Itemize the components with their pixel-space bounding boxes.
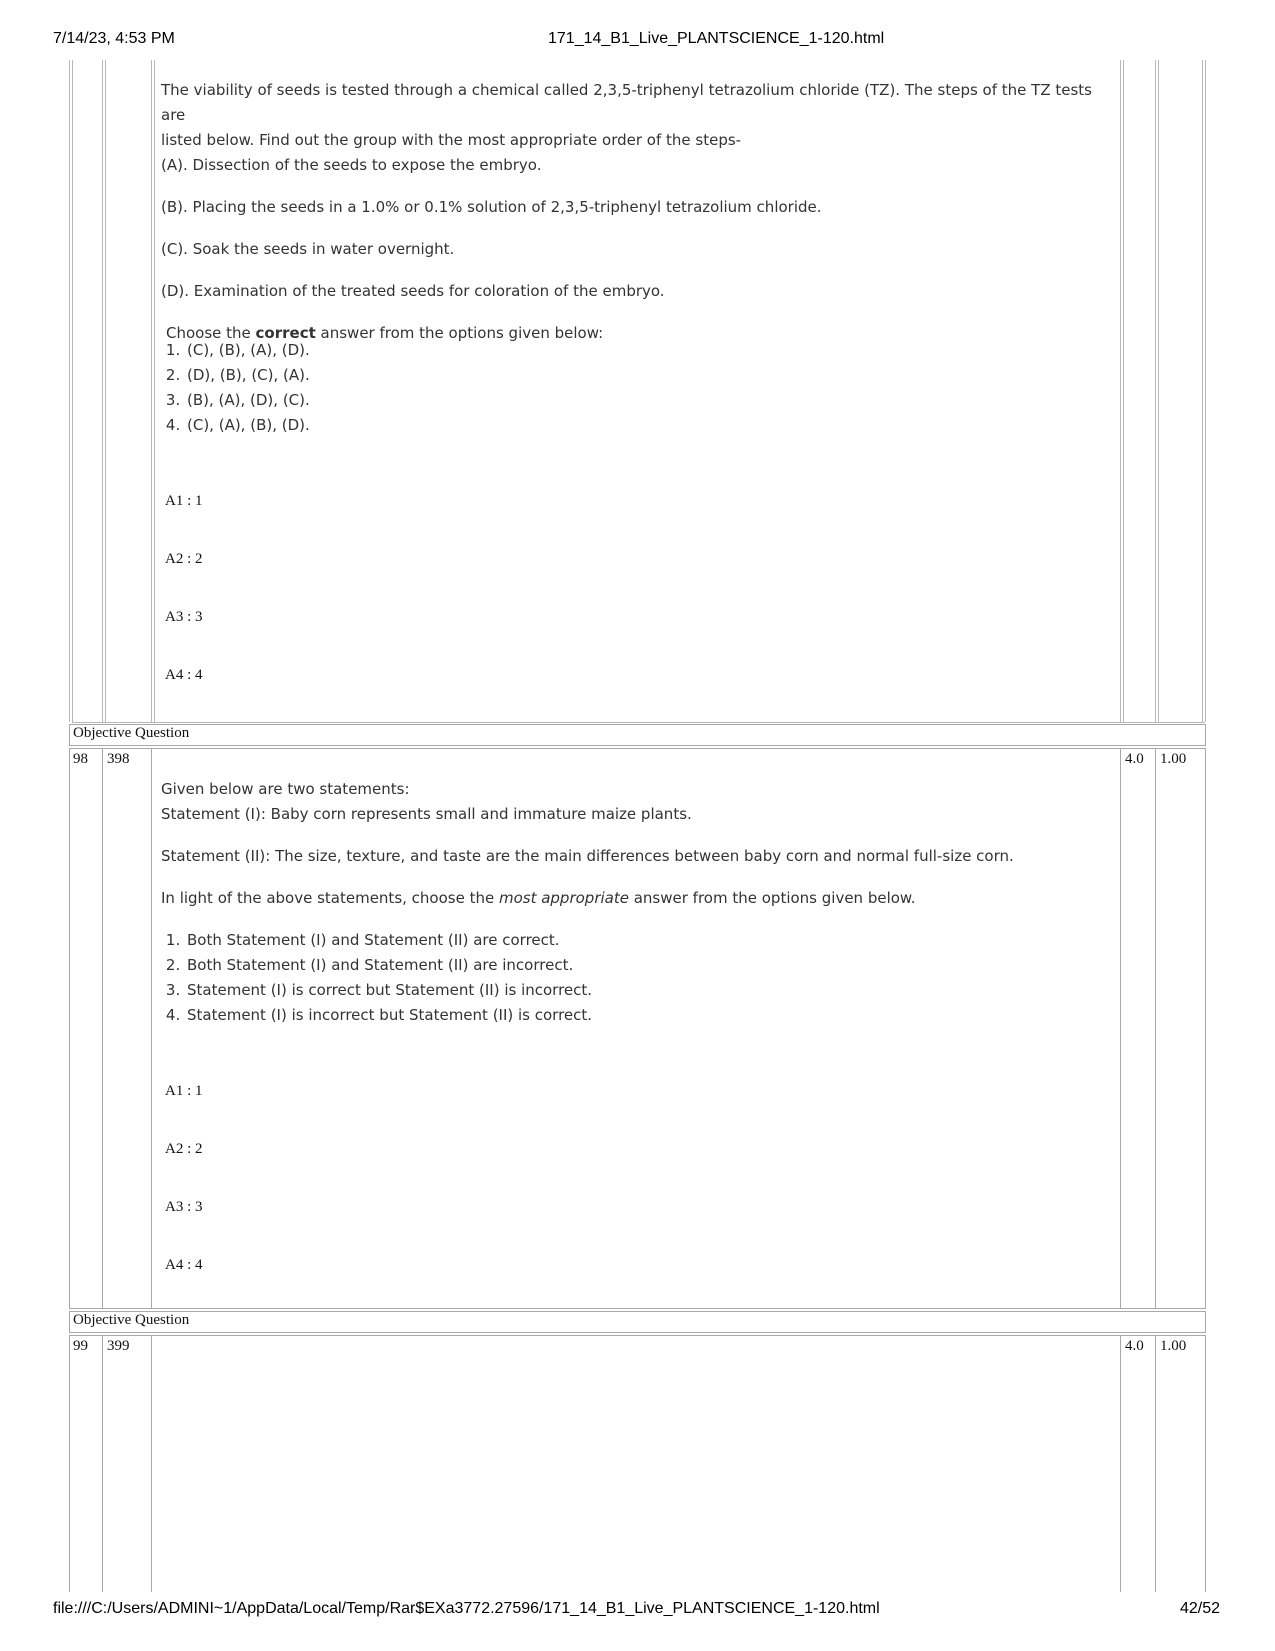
answer-2: A2 : 2 xyxy=(165,1141,203,1157)
answer-2: A2 : 2 xyxy=(165,551,203,567)
print-file-path: file:///C:/Users/ADMINI~1/AppData/Local/Temp/Rar$EXa3772.27596/171_14_B1_Live_PLANTSCIENCE_1-120.html xyxy=(53,1600,880,1617)
table-border xyxy=(69,60,70,722)
table-border xyxy=(105,60,106,722)
option-item: 3. Statement (I) is correct but Statement (II) is incorrect. xyxy=(185,978,592,1003)
step-d: (D). Examination of the treated seeds for coloration of the embryo. xyxy=(161,282,665,300)
table-border xyxy=(1205,60,1206,722)
table-border xyxy=(1120,60,1121,722)
option-item: 3. (B), (A), (D), (C). xyxy=(185,388,310,413)
question-id: 399 xyxy=(107,1338,130,1354)
step-b: (B). Placing the seeds in a 1.0% or 0.1% solution of 2,3,5-triphenyl tetrazolium chloride. xyxy=(161,198,822,216)
page-number: 42/52 xyxy=(1180,1600,1221,1617)
table-border xyxy=(154,60,155,722)
cell-border xyxy=(1155,748,1206,1309)
cell-border xyxy=(151,1335,1121,1625)
table-border xyxy=(151,60,152,722)
answer-3: A3 : 3 xyxy=(165,1199,203,1215)
choose-bold: correct xyxy=(255,324,316,342)
serial-number: 98 xyxy=(73,751,88,767)
option-item: 1. (C), (B), (A), (D). xyxy=(185,338,310,363)
section-row-border xyxy=(69,724,1206,746)
table-border xyxy=(1158,60,1159,722)
question-id: 398 xyxy=(107,751,130,767)
cell-border xyxy=(102,748,152,1309)
step-a: (A). Dissection of the seeds to expose the embryo. xyxy=(161,156,542,174)
marks: 4.0 xyxy=(1125,1338,1144,1354)
instr-pre: In light of the above statements, choose the xyxy=(161,889,499,907)
question-intro-line: The viability of seeds is tested through a chemical called 2,3,5-triphenyl tetrazolium chloride (TZ). The steps of the TZ tests are xyxy=(161,81,1092,124)
serial-number: 99 xyxy=(73,1338,88,1354)
answer-4: A4 : 4 xyxy=(165,1257,203,1273)
table-border xyxy=(72,722,1205,723)
question-98-text xyxy=(161,777,1111,911)
table-border xyxy=(1155,60,1156,722)
choose-pre: Choose the xyxy=(166,324,256,342)
cell-border xyxy=(69,1335,103,1625)
answer-3: A3 : 3 xyxy=(165,609,203,625)
negative-marks: 1.00 xyxy=(1160,1338,1187,1354)
question-intro: Given below are two statements: xyxy=(161,780,410,798)
question-intro-line: listed below. Find out the group with the most appropriate order of the steps- xyxy=(161,131,742,149)
answer-1: A1 : 1 xyxy=(165,1083,203,1099)
statement-2: Statement (II): The size, texture, and taste are the main differences between baby corn and normal full-size corn. xyxy=(161,847,1014,865)
table-border xyxy=(1202,60,1203,722)
option-item: 1. Both Statement (I) and Statement (II) are correct. xyxy=(185,928,592,953)
step-c: (C). Soak the seeds in water overnight. xyxy=(161,240,455,258)
marks: 4.0 xyxy=(1125,751,1144,767)
print-datetime: 7/14/23, 4:53 PM xyxy=(53,30,175,47)
statement-1: Statement (I): Baby corn represents small and immature maize plants. xyxy=(161,805,692,823)
option-item: 2. Both Statement (I) and Statement (II) are incorrect. xyxy=(185,953,592,978)
options-list-98 xyxy=(161,928,592,1028)
cell-border xyxy=(1120,1335,1156,1625)
options-list-97 xyxy=(161,338,310,438)
option-item: 4. Statement (I) is incorrect but Statement (II) is correct. xyxy=(185,1003,592,1028)
instr-post: answer from the options given below. xyxy=(628,889,916,907)
table-border xyxy=(1123,60,1124,722)
question-97-text xyxy=(161,78,1111,346)
section-label: Objective Question xyxy=(73,1312,190,1328)
instruction xyxy=(161,886,1111,911)
instr-emphasis: most appropriate xyxy=(498,889,629,907)
cell-border xyxy=(69,748,103,1309)
table-border xyxy=(102,60,103,722)
cell-border xyxy=(1120,748,1156,1309)
section-label: Objective Question xyxy=(73,725,190,741)
answer-4: A4 : 4 xyxy=(165,667,203,683)
option-item: 2. (D), (B), (C), (A). xyxy=(185,363,310,388)
option-item: 4. (C), (A), (B), (D). xyxy=(185,413,310,438)
print-doc-title: 171_14_B1_Live_PLANTSCIENCE_1-120.html xyxy=(548,30,885,47)
cell-border xyxy=(102,1335,152,1625)
negative-marks: 1.00 xyxy=(1160,751,1187,767)
cell-border xyxy=(1155,1335,1206,1625)
table-border xyxy=(72,60,73,722)
section-row-border xyxy=(69,1311,1206,1333)
answer-1: A1 : 1 xyxy=(165,493,203,509)
choose-post: answer from the options given below: xyxy=(315,324,604,342)
